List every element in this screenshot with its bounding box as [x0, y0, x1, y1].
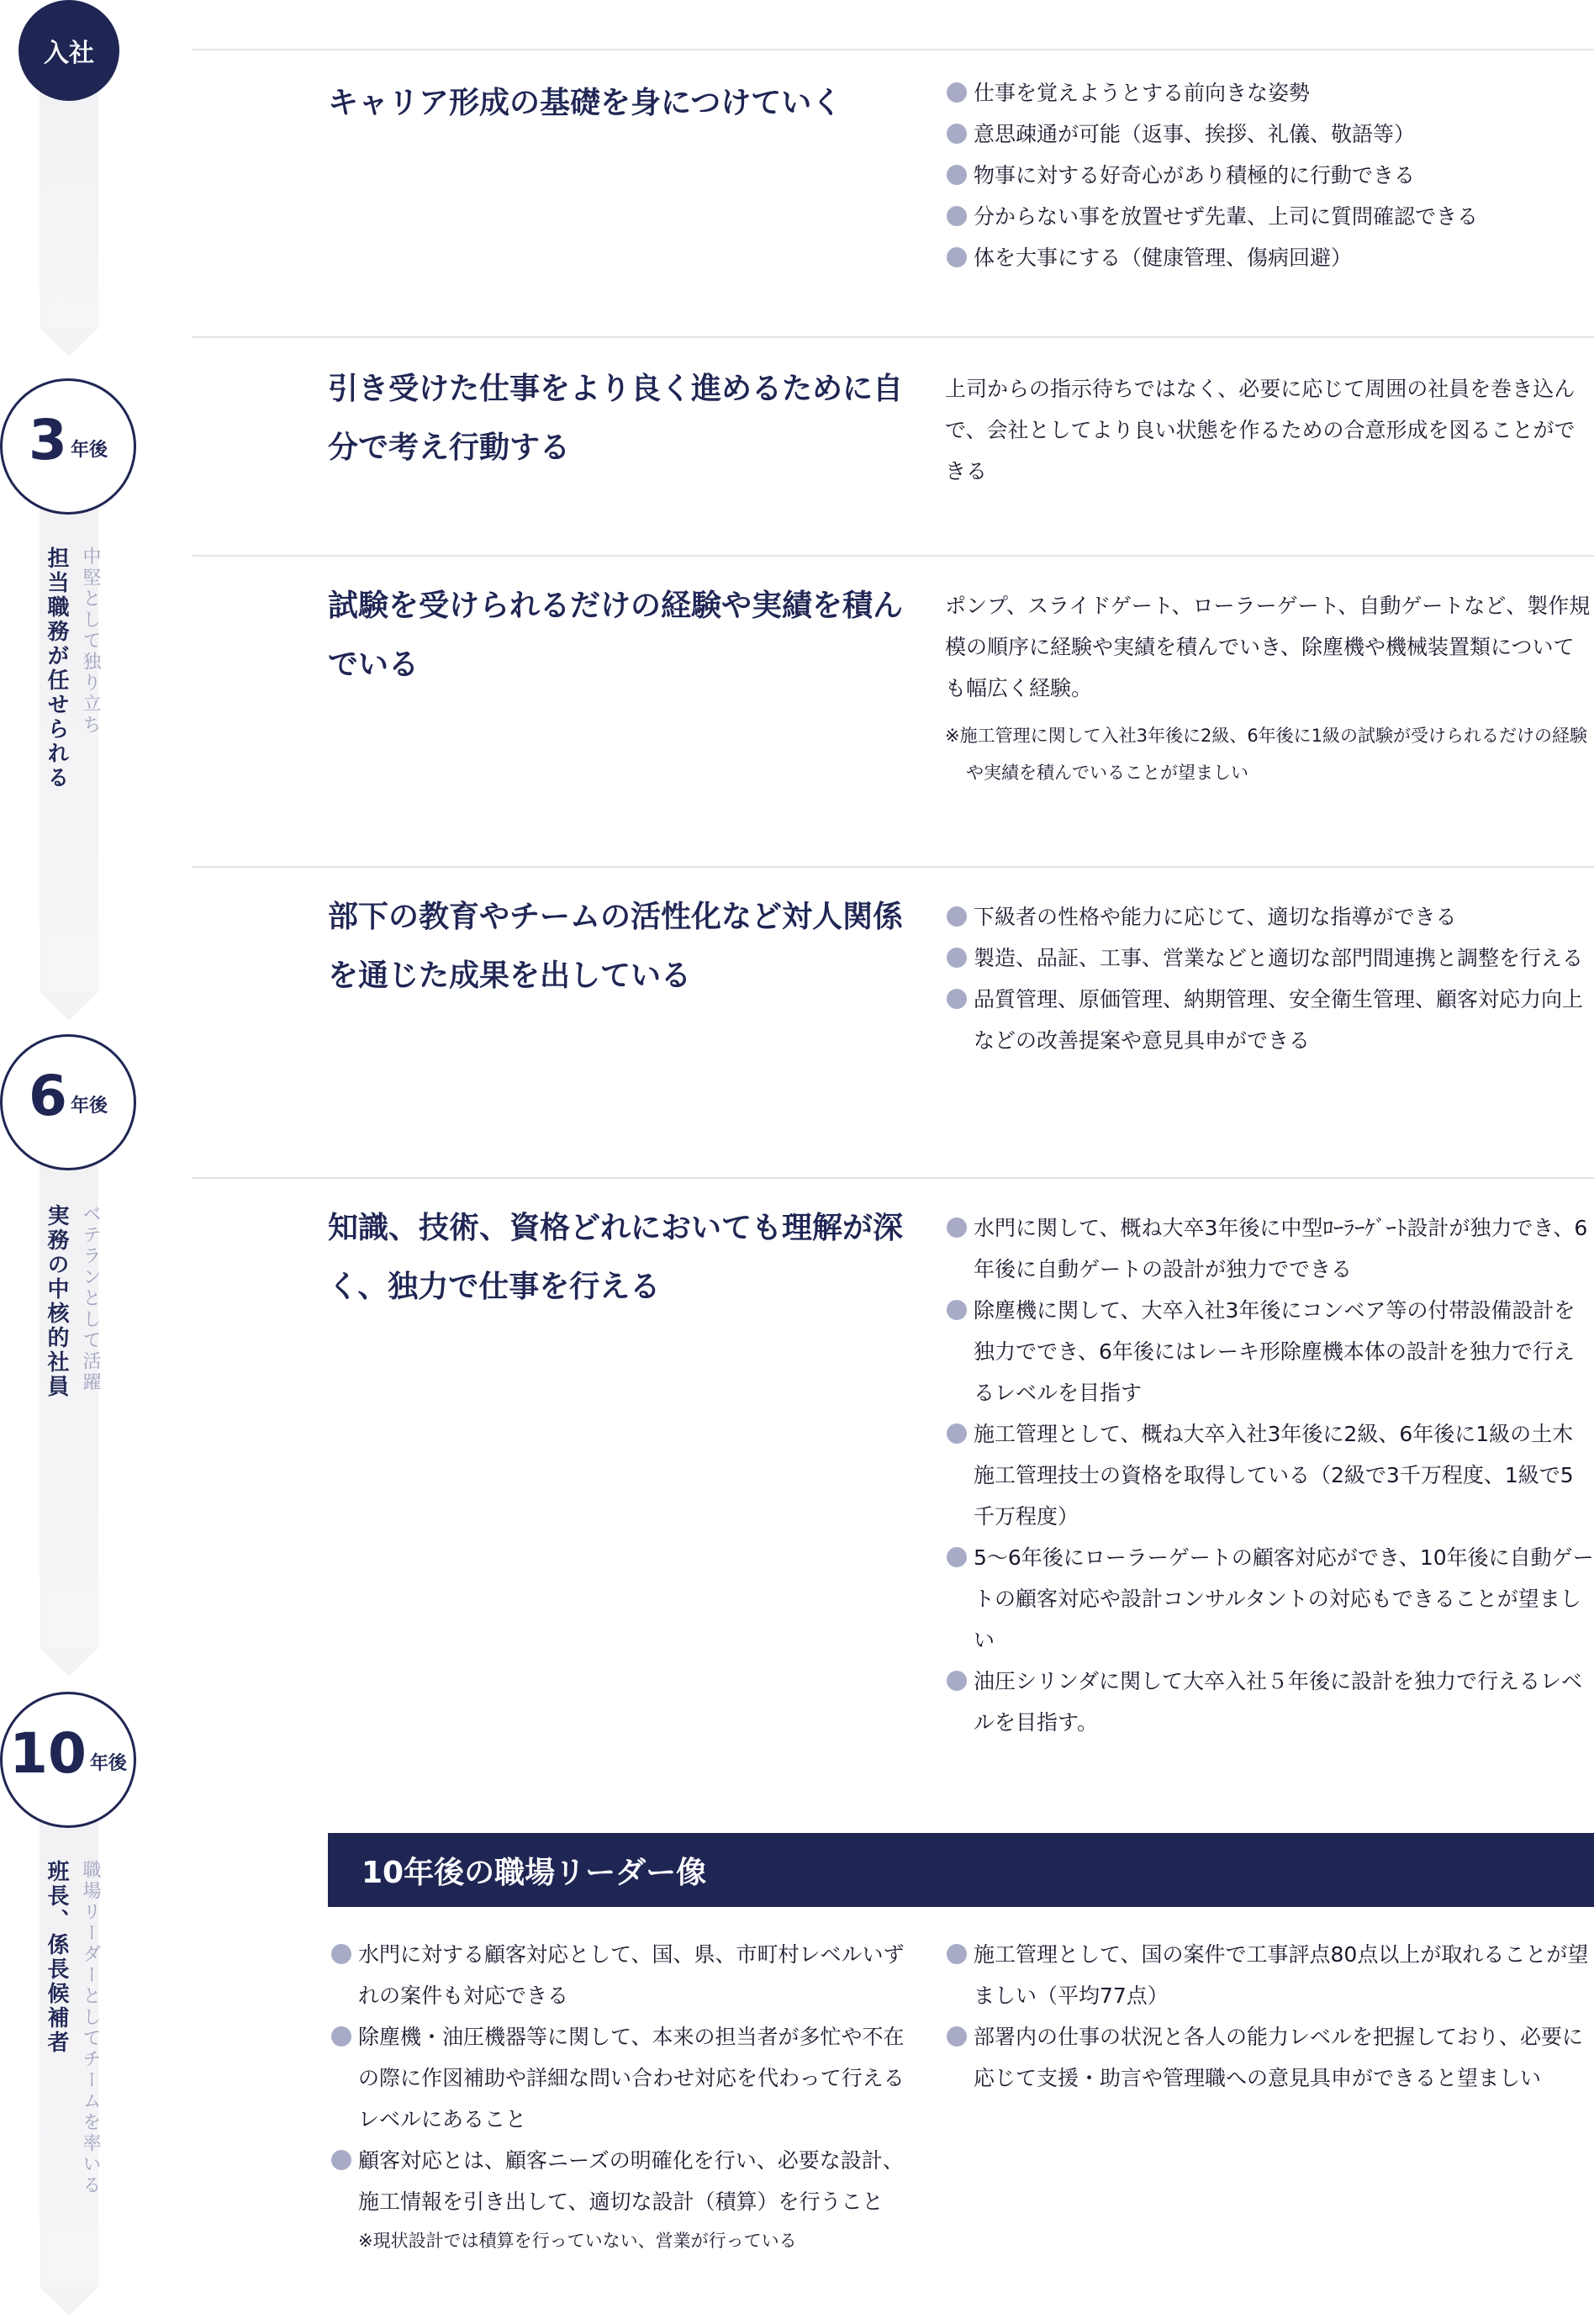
leader-title: 10年後の職場リーダー像	[362, 1855, 707, 1890]
divider	[192, 1177, 1594, 1179]
row-heading: 引き受けた仕事をより良く進めるために自分で考え行動する	[328, 372, 904, 465]
list-item: 仕事を覚えようとする前向きな姿勢	[945, 72, 1594, 114]
stage-badge-3	[0, 378, 136, 515]
row-heading: キャリア形成の基礎を身につけていく	[328, 86, 842, 120]
stage-unit: 年後	[89, 1753, 127, 1774]
list-item: 施工管理として、国の案件で工事評点80点以上が取れることが望ましい（平均77点）	[945, 1934, 1594, 2016]
row-content	[945, 585, 1594, 791]
list-item: 分からない事を放置せず先輩、上司に質問確認できる	[945, 196, 1594, 237]
stage-num: 3	[29, 408, 67, 473]
leader-title-bar	[328, 1833, 1594, 1907]
bullet-list	[945, 1934, 1594, 2099]
list-item: 水門に関して、概ね大卒3年後に中型ﾛｰﾗｰｹﾞｰﾄ設計が独力でき、6年後に自動ゲートの設計が独力でできる	[945, 1207, 1594, 1290]
bullet-list	[330, 1934, 918, 2222]
list-item: 品質管理、原価管理、納期管理、安全衛生管理、顧客対応力向上などの改善提案や意見具申ができる	[945, 979, 1594, 1061]
divider	[192, 336, 1594, 338]
list-item: 5〜6年後にローラーゲートの顧客対応ができ、10年後に自動ゲートの顧客対応や設計コンサルタントの対応もできることが望ましい	[945, 1537, 1594, 1661]
row-heading: 試験を受けられるだけの経験や実績を積んでいる	[328, 589, 904, 682]
row-content	[945, 1207, 1594, 1743]
list-item: 施工管理として、概ね大卒入社3年後に2級、6年後に1級の土木施工管理技士の資格を取得している（2級で3千万程度、1級で5千万程度）	[945, 1413, 1594, 1537]
stage-badge-6	[0, 1034, 136, 1170]
start-badge	[18, 0, 119, 101]
stage-subtitle: ベテランとして活躍	[80, 1204, 101, 1393]
bullet-list	[945, 72, 1594, 278]
leader-note: ※現状設計では積算を行っていない、営業が行っている	[358, 2231, 797, 2251]
list-item: 除塵機に関して、大卒入社3年後にコンベア等の付帯設備設計を独力ででき、6年後にはレーキ形除塵機本体の設計を独力で行えるレベルを目指す	[945, 1290, 1594, 1413]
list-item: 下級者の性格や能力に応じて、適切な指導ができる	[945, 896, 1594, 938]
list-item: 製造、品証、工事、営業などと適切な部門間連携と調整を行える	[945, 938, 1594, 979]
row-text: 上司からの指示待ちではなく、必要に応じて周囲の社員を巻き込んで、会社としてより良い状態を作るための合意形成を図ることができる	[945, 377, 1576, 483]
list-item: 水門に対する顧客対応として、国、県、市町村レベルいずれの案件も対応できる	[330, 1934, 918, 2016]
list-item: 体を大事にする（健康管理、傷病回避）	[945, 237, 1594, 278]
leader-left-column	[330, 1934, 918, 2259]
bullet-list	[945, 896, 1594, 1061]
start-label: 入社	[44, 39, 94, 68]
stage-title: 実務の中核的社員	[44, 1204, 69, 1399]
divider	[192, 555, 1594, 557]
row-heading: 部下の教育やチームの活性化など対人関係を通じた成果を出している	[328, 900, 904, 993]
divider	[192, 49, 1594, 50]
list-item: 顧客対応とは、顧客ニーズの明確化を行い、必要な設計、施工情報を引き出して、適切な設計（積算）を行うこと	[330, 2140, 918, 2222]
list-item: 物事に対する好奇心があり積極的に行動できる	[945, 155, 1594, 196]
row-content	[945, 368, 1594, 492]
stage-title: 班長、係長候補者	[44, 1860, 69, 2055]
stage-num: 10	[9, 1721, 87, 1786]
row-content	[945, 896, 1594, 1061]
list-item: 部署内の仕事の状況と各人の能力レベルを把握しており、必要に応じて支援・助言や管理職への意見具申ができると望ましい	[945, 2016, 1594, 2099]
row-heading: 知識、技術、資格どれにおいても理解が深く、独力で仕事を行える	[328, 1211, 904, 1304]
list-item: 意思疎通が可能（返事、挨拶、礼儀、敬語等）	[945, 114, 1594, 155]
bullet-list	[945, 1207, 1594, 1743]
stage-subtitle: 職場リーダーとしてチームを率いる	[80, 1860, 101, 2196]
stage-num: 6	[29, 1064, 67, 1128]
leader-right-column	[945, 1934, 1594, 2099]
stage-unit: 年後	[70, 440, 108, 461]
stage-badge-10	[0, 1692, 136, 1828]
stage-unit: 年後	[70, 1096, 108, 1117]
row-note: ※施工管理に関して入社3年後に2級、6年後に1級の試験が受けられるだけの経験や実績を積んでいることが望ましい	[945, 726, 1588, 783]
list-item: 除塵機・油圧機器等に関して、本来の担当者が多忙や不在の際に作図補助や詳細な問い合わせ対応を代わって行えるレベルにあること	[330, 2016, 918, 2140]
list-item: 油圧シリンダに関して大卒入社５年後に設計を独力で行えるレベルを目指す。	[945, 1661, 1594, 1743]
stage-subtitle: 中堅として独り立ち	[80, 547, 101, 736]
row-text: ポンプ、スライドゲート、ローラーゲート、自動ゲートなど、製作規模の順序に経験や実績を積んでいき、除塵機や機械装置類についても幅広く経験。	[945, 594, 1591, 700]
row-content	[945, 72, 1594, 278]
stage-title: 担当職務が任せられる	[44, 547, 69, 790]
divider	[192, 866, 1594, 868]
